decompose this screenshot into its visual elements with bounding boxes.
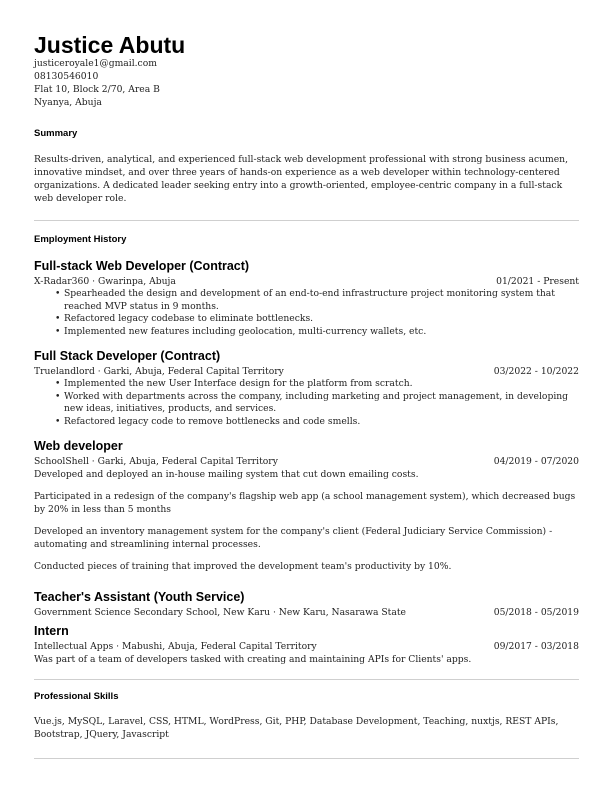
job-entry bbox=[34, 439, 579, 573]
skills-heading: Professional Skills bbox=[34, 691, 119, 702]
job-entry bbox=[34, 259, 579, 338]
job-entry bbox=[34, 624, 579, 666]
list-item: • Implemented new features including geolocation, multi-currency wallets, etc. bbox=[64, 326, 579, 339]
skills-text: Vue.js, MySQL, Laravel, CSS, HTML, WordPress, Git, PHP, Database Development, Teaching, nuxtjs, REST APIs, Bootstrap, JQuery, Javascript bbox=[34, 716, 559, 740]
summary-heading: Summary bbox=[34, 128, 78, 139]
job-description: Was part of a team of developers tasked with creating and maintaining APIs for Clients' apps. bbox=[34, 654, 472, 665]
job-title: Intern bbox=[34, 624, 69, 638]
address-line-2: Nyanya, Abuja bbox=[34, 97, 102, 108]
job-dates: 05/2018 - 05/2019 bbox=[493, 607, 579, 618]
list-item: • Worked with departments across the company, including marketing and project management, in developing new ideas, initiatives, products, and services. bbox=[64, 391, 579, 416]
email: justiceroyale1@gmail.com bbox=[34, 58, 157, 69]
job-dates: 03/2022 - 10/2022 bbox=[493, 366, 579, 377]
job-org: SchoolShell · Garki, Abuja, Federal Capital Territory bbox=[34, 456, 278, 467]
address-line-1: Flat 10, Block 2/70, Area B bbox=[34, 84, 160, 95]
job-description: Developed and deployed an in-house mailing system that cut down emailing costs. bbox=[34, 469, 419, 480]
list-item: • Implemented the new User Interface design for the platform from scratch. bbox=[64, 378, 579, 391]
job-description: Developed an inventory management system for the company's client (Federal Judiciary Service Commission) - automating and streamlining internal processes. bbox=[34, 526, 553, 550]
divider bbox=[34, 220, 579, 221]
job-entry bbox=[34, 590, 579, 619]
list-item: • Refactored legacy code to remove bottlenecks and code smells. bbox=[64, 416, 579, 429]
job-org: Government Science Secondary School, New Karu · New Karu, Nasarawa State bbox=[34, 607, 406, 618]
job-dates: 04/2019 - 07/2020 bbox=[493, 456, 579, 467]
job-org: Intellectual Apps · Mabushi, Abuja, Federal Capital Territory bbox=[34, 641, 317, 652]
list-item: • Refactored legacy codebase to eliminate bottlenecks. bbox=[64, 313, 579, 326]
candidate-name: Justice Abutu bbox=[34, 32, 186, 58]
job-title: Full-stack Web Developer (Contract) bbox=[34, 259, 250, 273]
job-title: Web developer bbox=[34, 439, 123, 453]
job-bullets bbox=[34, 378, 579, 428]
employment-heading: Employment History bbox=[34, 234, 127, 245]
job-bullets bbox=[34, 288, 579, 338]
list-item: • Spearheaded the design and development of an end-to-end infrastructure project monitoring system that reached MVP status in 9 months. bbox=[64, 288, 579, 313]
divider bbox=[34, 679, 579, 680]
job-dates: 01/2021 - Present bbox=[496, 276, 579, 287]
job-title: Teacher's Assistant (Youth Service) bbox=[34, 590, 245, 604]
job-dates: 09/2017 - 03/2018 bbox=[493, 641, 579, 652]
job-org: X-Radar360 · Gwarinpa, Abuja bbox=[34, 276, 176, 287]
summary-text: Results-driven, analytical, and experienced full-stack web development professional with strong business acumen, innovative mindset, and over three years of hands-on experience as a web developer within technology-centered organizations. A dedicated leader seeking entry into a growth-oriented, employee-centric company in a full-stack web developer role. bbox=[34, 154, 569, 204]
contact-info bbox=[34, 57, 579, 109]
job-title: Full Stack Developer (Contract) bbox=[34, 349, 221, 363]
job-entry bbox=[34, 349, 579, 428]
divider bbox=[34, 758, 579, 759]
job-org: Truelandlord · Garki, Abuja, Federal Capital Territory bbox=[34, 366, 284, 377]
phone: 08130546010 bbox=[34, 71, 99, 82]
job-description: Conducted pieces of training that improved the development team's productivity by 10%. bbox=[34, 561, 452, 572]
job-description: Participated in a redesign of the company's flagship web app (a school management system), which decreased bugs by 20% in less than 5 months bbox=[34, 491, 576, 515]
